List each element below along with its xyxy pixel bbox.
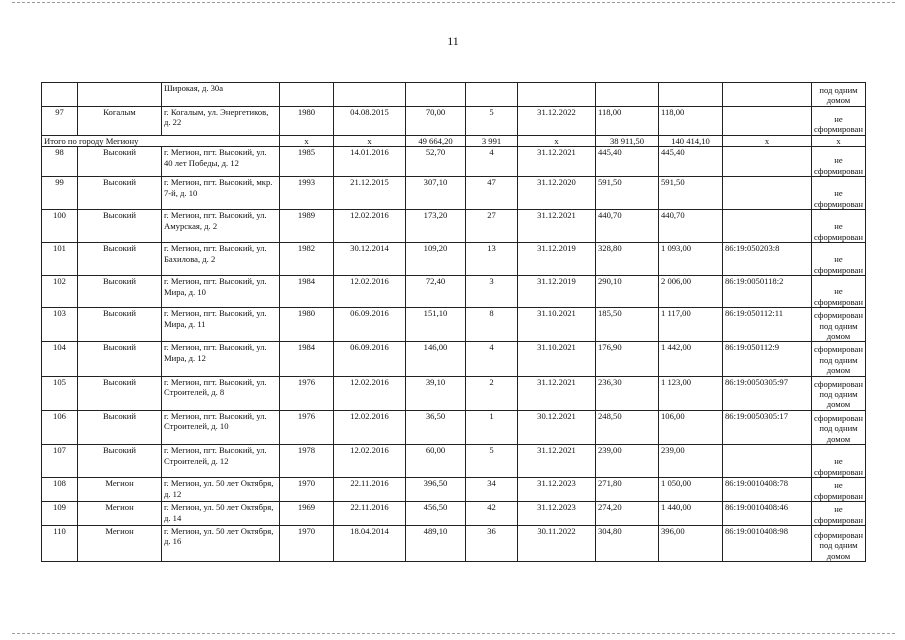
row-number-cell: 105 xyxy=(42,376,78,410)
row-number-cell: 104 xyxy=(42,342,78,376)
land-plot-status-cell: не сформирован xyxy=(812,502,866,526)
cadastral-number-cell: 86:19:0050118:2 xyxy=(723,276,812,308)
table-row xyxy=(42,502,866,526)
address-cell: г. Мегион, пгт. Высокий, ул. Строителей, д. 12 xyxy=(162,445,280,478)
year-built-cell: 1984 xyxy=(280,342,334,376)
year-built-cell: 1969 xyxy=(280,502,334,526)
locality-cell: Мегион xyxy=(78,525,162,561)
value-1-cell: 118,00 xyxy=(596,106,659,135)
table-row xyxy=(42,106,866,135)
value-1-cell xyxy=(596,83,659,107)
row-number-cell: 97 xyxy=(42,106,78,135)
value-2-cell: 1 050,00 xyxy=(659,478,723,502)
locality-cell: Высокий xyxy=(78,342,162,376)
resettlement-deadline-cell: 31.12.2020 xyxy=(518,177,596,210)
land-plot-status-cell: сформирован под одним домом xyxy=(812,410,866,444)
locality-cell: Когалым xyxy=(78,106,162,135)
cadastral-number-cell: 86:19:050112:9 xyxy=(723,342,812,376)
cadastral-number-cell: 86:19:0010408:98 xyxy=(723,525,812,561)
year-built-cell: 1976 xyxy=(280,410,334,444)
resettlement-deadline-cell: 31.12.2021 xyxy=(518,445,596,478)
locality-cell: Высокий xyxy=(78,276,162,308)
value-1-cell: 591,50 xyxy=(596,177,659,210)
land-plot-status-cell: не сформирован xyxy=(812,210,866,243)
residents-count-cell: 1 xyxy=(466,410,518,444)
resettlement-deadline-cell: 31.12.2022 xyxy=(518,106,596,135)
page-top-edge xyxy=(12,2,895,3)
locality-cell: Высокий xyxy=(78,308,162,342)
living-area-cell: 109,20 xyxy=(406,243,466,276)
row-number-cell: 110 xyxy=(42,525,78,561)
value-1-cell: 328,80 xyxy=(596,243,659,276)
resettlement-deadline-cell: 30.11.2022 xyxy=(518,525,596,561)
recognition-date-cell: 06.09.2016 xyxy=(334,342,406,376)
living-area-cell: 72,40 xyxy=(406,276,466,308)
living-area-cell: 173,20 xyxy=(406,210,466,243)
year-built-cell: 1980 xyxy=(280,106,334,135)
address-cell: г. Мегион, пгт. Высокий, ул. Мира, д. 11 xyxy=(162,308,280,342)
value-1-cell: 274,20 xyxy=(596,502,659,526)
resettlement-deadline-cell: 30.12.2021 xyxy=(518,410,596,444)
year-built-cell: 1993 xyxy=(280,177,334,210)
locality-cell: Мегион xyxy=(78,502,162,526)
locality-cell: Высокий xyxy=(78,243,162,276)
total-year-built: х xyxy=(280,135,334,146)
living-area-cell: 307,10 xyxy=(406,177,466,210)
table-row xyxy=(42,177,866,210)
value-1-cell: 440,70 xyxy=(596,210,659,243)
value-2-cell: 1 440,00 xyxy=(659,502,723,526)
value-1-cell: 290,10 xyxy=(596,276,659,308)
cadastral-number-cell: 86:19:0010408:46 xyxy=(723,502,812,526)
locality-cell xyxy=(78,83,162,107)
cadastral-number-cell: 86:19:050112:11 xyxy=(723,308,812,342)
residents-count-cell: 42 xyxy=(466,502,518,526)
locality-cell: Высокий xyxy=(78,177,162,210)
resettlement-deadline-cell: 31.12.2019 xyxy=(518,276,596,308)
address-cell: г. Мегион, ул. 50 лет Октября, д. 14 xyxy=(162,502,280,526)
resettlement-deadline-cell: 31.10.2021 xyxy=(518,308,596,342)
recognition-date-cell: 21.12.2015 xyxy=(334,177,406,210)
residents-count-cell: 47 xyxy=(466,177,518,210)
row-number-cell: 98 xyxy=(42,147,78,177)
resettlement-deadline-cell: 31.12.2021 xyxy=(518,376,596,410)
total-value-1: 38 911,50 xyxy=(596,135,659,146)
row-number-cell: 102 xyxy=(42,276,78,308)
cadastral-number-cell xyxy=(723,445,812,478)
year-built-cell: 1984 xyxy=(280,276,334,308)
value-2-cell: 239,00 xyxy=(659,445,723,478)
address-cell: г. Мегион, пгт. Высокий, ул. Мира, д. 12 xyxy=(162,342,280,376)
residents-count-cell: 5 xyxy=(466,106,518,135)
value-2-cell: 1 093,00 xyxy=(659,243,723,276)
land-plot-status-cell: не сформирован xyxy=(812,445,866,478)
address-cell: г. Мегион, ул. 50 лет Октября, д. 16 xyxy=(162,525,280,561)
table-row xyxy=(42,308,866,342)
cadastral-number-cell: 86:19:0050305:17 xyxy=(723,410,812,444)
year-built-cell: 1978 xyxy=(280,445,334,478)
living-area-cell: 60,00 xyxy=(406,445,466,478)
recognition-date-cell: 12.02.2016 xyxy=(334,276,406,308)
value-2-cell xyxy=(659,83,723,107)
value-2-cell: 2 006,00 xyxy=(659,276,723,308)
value-1-cell: 304,80 xyxy=(596,525,659,561)
residents-count-cell: 8 xyxy=(466,308,518,342)
value-1-cell: 185,50 xyxy=(596,308,659,342)
address-cell: г. Мегион, пгт. Высокий, ул. Амурская, д. 2 xyxy=(162,210,280,243)
cadastral-number-cell: 86:19:0050305:97 xyxy=(723,376,812,410)
living-area-cell xyxy=(406,83,466,107)
table-row xyxy=(42,478,866,502)
recognition-date-cell: 06.09.2016 xyxy=(334,308,406,342)
resettlement-deadline-cell: 31.12.2023 xyxy=(518,502,596,526)
living-area-cell: 456,50 xyxy=(406,502,466,526)
land-plot-status-cell: сформирован под одним домом xyxy=(812,342,866,376)
cadastral-number-cell xyxy=(723,177,812,210)
residents-count-cell: 34 xyxy=(466,478,518,502)
table-row xyxy=(42,410,866,444)
total-recognition-date: х xyxy=(334,135,406,146)
year-built-cell: 1976 xyxy=(280,376,334,410)
recognition-date-cell: 30.12.2014 xyxy=(334,243,406,276)
value-2-cell: 396,00 xyxy=(659,525,723,561)
residents-count-cell: 36 xyxy=(466,525,518,561)
land-plot-status-cell: не сформирован xyxy=(812,276,866,308)
table-row xyxy=(42,147,866,177)
value-2-cell: 1 117,00 xyxy=(659,308,723,342)
total-value-2: 140 414,10 xyxy=(659,135,723,146)
locality-cell: Высокий xyxy=(78,210,162,243)
living-area-cell: 151,10 xyxy=(406,308,466,342)
row-number-cell: 99 xyxy=(42,177,78,210)
living-area-cell: 39,10 xyxy=(406,376,466,410)
cadastral-number-cell xyxy=(723,210,812,243)
row-number-cell: 100 xyxy=(42,210,78,243)
table-row xyxy=(42,376,866,410)
page-bottom-edge xyxy=(12,633,895,634)
row-number-cell: 106 xyxy=(42,410,78,444)
housing-registry-table xyxy=(41,82,866,562)
row-number-cell: 109 xyxy=(42,502,78,526)
residents-count-cell: 4 xyxy=(466,147,518,177)
residents-count-cell: 27 xyxy=(466,210,518,243)
address-cell: г. Мегион, пгт. Высокий, ул. Бахилова, д. 2 xyxy=(162,243,280,276)
recognition-date-cell xyxy=(334,83,406,107)
address-cell: г. Мегион, ул. 50 лет Октября, д. 12 xyxy=(162,478,280,502)
value-2-cell: 591,50 xyxy=(659,177,723,210)
value-1-cell: 271,80 xyxy=(596,478,659,502)
land-plot-status-cell: сформирован под одним домом xyxy=(812,308,866,342)
address-cell: г. Мегион, пгт. Высокий, ул. Строителей, д. 8 xyxy=(162,376,280,410)
recognition-date-cell: 18.04.2014 xyxy=(334,525,406,561)
total-resettlement-deadline: х xyxy=(518,135,596,146)
value-2-cell: 440,70 xyxy=(659,210,723,243)
row-number-cell xyxy=(42,83,78,107)
value-1-cell: 176,90 xyxy=(596,342,659,376)
land-plot-status-cell: не сформирован xyxy=(812,106,866,135)
value-2-cell: 445,40 xyxy=(659,147,723,177)
locality-cell: Мегион xyxy=(78,478,162,502)
value-1-cell: 445,40 xyxy=(596,147,659,177)
locality-cell: Высокий xyxy=(78,147,162,177)
total-cadastral-number: х xyxy=(723,135,812,146)
year-built-cell: 1970 xyxy=(280,525,334,561)
locality-cell: Высокий xyxy=(78,410,162,444)
value-1-cell: 236,30 xyxy=(596,376,659,410)
value-1-cell: 239,00 xyxy=(596,445,659,478)
total-living-area: 49 664,20 xyxy=(406,135,466,146)
resettlement-deadline-cell: 31.12.2021 xyxy=(518,147,596,177)
value-2-cell: 1 442,00 xyxy=(659,342,723,376)
cadastral-number-cell xyxy=(723,106,812,135)
recognition-date-cell: 22.11.2016 xyxy=(334,502,406,526)
resettlement-deadline-cell: 31.12.2021 xyxy=(518,210,596,243)
year-built-cell: 1970 xyxy=(280,478,334,502)
year-built-cell: 1985 xyxy=(280,147,334,177)
living-area-cell: 146,00 xyxy=(406,342,466,376)
recognition-date-cell: 14.01.2016 xyxy=(334,147,406,177)
land-plot-status-cell: не сформирован xyxy=(812,147,866,177)
recognition-date-cell: 22.11.2016 xyxy=(334,478,406,502)
land-plot-status-cell: не сформирован xyxy=(812,243,866,276)
total-residents-count: 3 991 xyxy=(466,135,518,146)
value-2-cell: 1 123,00 xyxy=(659,376,723,410)
land-plot-status-cell: под одним домом xyxy=(812,83,866,107)
table-row xyxy=(42,83,866,107)
address-cell: Широкая, д. 30а xyxy=(162,83,280,107)
residents-count-cell: 13 xyxy=(466,243,518,276)
cadastral-number-cell xyxy=(723,147,812,177)
residents-count-cell: 3 xyxy=(466,276,518,308)
land-plot-status-cell: сформирован под одним домом xyxy=(812,376,866,410)
total-label: Итого по городу Мегиону xyxy=(42,135,280,146)
value-2-cell: 106,00 xyxy=(659,410,723,444)
value-2-cell: 118,00 xyxy=(659,106,723,135)
row-number-cell: 103 xyxy=(42,308,78,342)
table-row xyxy=(42,135,866,146)
address-cell: г. Мегион, пгт. Высокий, ул. Строителей, д. 10 xyxy=(162,410,280,444)
table-row xyxy=(42,243,866,276)
residents-count-cell: 2 xyxy=(466,376,518,410)
table-row xyxy=(42,276,866,308)
table-row xyxy=(42,525,866,561)
residents-count-cell: 4 xyxy=(466,342,518,376)
table-row xyxy=(42,210,866,243)
recognition-date-cell: 04.08.2015 xyxy=(334,106,406,135)
address-cell: г. Мегион, пгт. Высокий, ул. Мира, д. 10 xyxy=(162,276,280,308)
cadastral-number-cell: 86:19:0010408:78 xyxy=(723,478,812,502)
living-area-cell: 396,50 xyxy=(406,478,466,502)
year-built-cell xyxy=(280,83,334,107)
living-area-cell: 52,70 xyxy=(406,147,466,177)
value-1-cell: 248,50 xyxy=(596,410,659,444)
locality-cell: Высокий xyxy=(78,445,162,478)
table-body xyxy=(42,83,866,562)
cadastral-number-cell xyxy=(723,83,812,107)
address-cell: г. Мегион, пгт. Высокий, ул. 40 лет Победы, д. 12 xyxy=(162,147,280,177)
resettlement-deadline-cell: 31.12.2019 xyxy=(518,243,596,276)
living-area-cell: 489,10 xyxy=(406,525,466,561)
residents-count-cell xyxy=(466,83,518,107)
total-land-plot-status: х xyxy=(812,135,866,146)
page-number: 11 xyxy=(447,34,459,48)
address-cell: г. Мегион, пгт. Высокий, мкр. 7-й, д. 10 xyxy=(162,177,280,210)
row-number-cell: 101 xyxy=(42,243,78,276)
row-number-cell: 108 xyxy=(42,478,78,502)
recognition-date-cell: 12.02.2016 xyxy=(334,210,406,243)
living-area-cell: 36,50 xyxy=(406,410,466,444)
cadastral-number-cell: 86:19:050203:8 xyxy=(723,243,812,276)
row-number-cell: 107 xyxy=(42,445,78,478)
resettlement-deadline-cell xyxy=(518,83,596,107)
recognition-date-cell: 12.02.2016 xyxy=(334,410,406,444)
year-built-cell: 1980 xyxy=(280,308,334,342)
table-row xyxy=(42,342,866,376)
year-built-cell: 1989 xyxy=(280,210,334,243)
resettlement-deadline-cell: 31.12.2023 xyxy=(518,478,596,502)
land-plot-status-cell: не сформирован xyxy=(812,177,866,210)
table-row xyxy=(42,445,866,478)
address-cell: г. Когалым, ул. Энергетиков, д. 22 xyxy=(162,106,280,135)
land-plot-status-cell: сформирован под одним домом xyxy=(812,525,866,561)
residents-count-cell: 5 xyxy=(466,445,518,478)
living-area-cell: 70,00 xyxy=(406,106,466,135)
year-built-cell: 1982 xyxy=(280,243,334,276)
resettlement-deadline-cell: 31.10.2021 xyxy=(518,342,596,376)
recognition-date-cell: 12.02.2016 xyxy=(334,445,406,478)
locality-cell: Высокий xyxy=(78,376,162,410)
recognition-date-cell: 12.02.2016 xyxy=(334,376,406,410)
land-plot-status-cell: не сформирован xyxy=(812,478,866,502)
